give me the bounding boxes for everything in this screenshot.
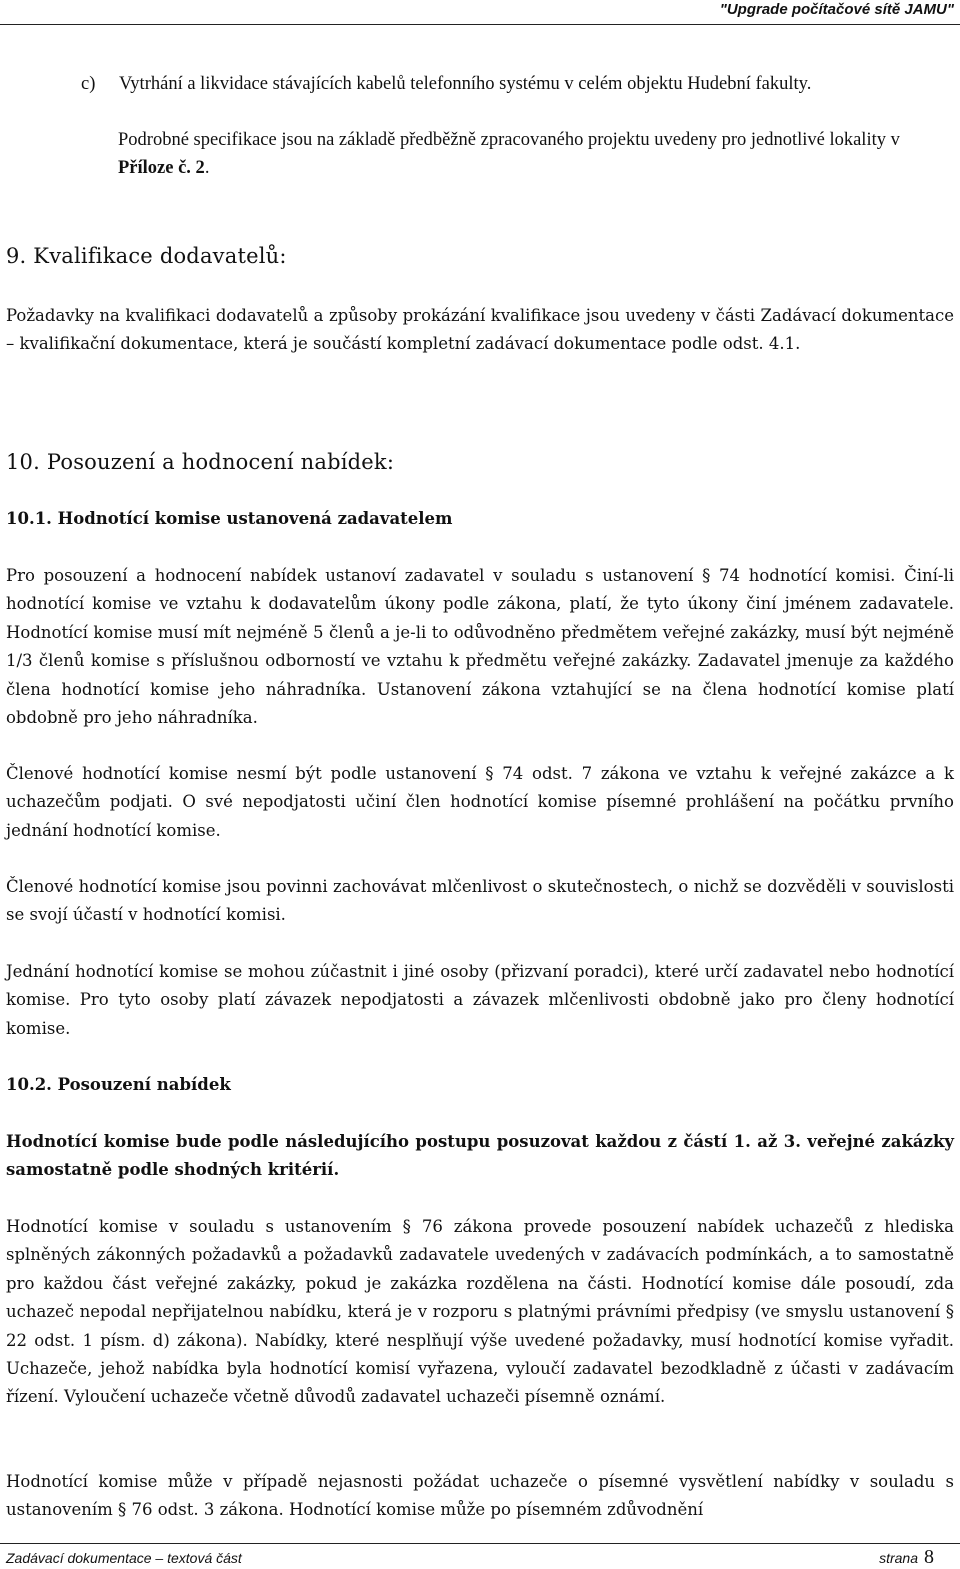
footer-page-number: 8 [924,1546,934,1568]
footer-page-indicator [879,1546,934,1569]
footer-rule [0,1543,960,1544]
spec-text: Podrobné specifikace jsou na základě předběžně zpracovaného projektu uvedeny pro jednotlivé lokality v [118,130,900,150]
footer-document-label: Zadávací dokumentace – textová část [6,1550,242,1566]
section-9-paragraph: Požadavky na kvalifikaci dodavatelů a způsoby prokázání kvalifikace jsou uvedeny v části Zadávací dokumentace – kvalifikační dokumentace, která je součástí kompletní zadávací dokumentace podle odst. 4.1. [6,306,954,354]
spec-appendix-ref: Příloze č. 2 [118,158,205,178]
subsection-10-2-heading: 10.2. Posouzení nabídek [6,1075,231,1094]
section-9-heading: 9. Kvalifikace dodavatelů: [6,244,287,268]
list-item-c [81,70,954,98]
subsection-10-2-bold-statement: Hodnotící komise bude podle následujícího postupu posuzovat každou z částí 1. až 3. veřejné zakázky samostatně podle shodných kritérií. [6,1132,954,1180]
subsection-10-2-paragraph-1: Hodnotící komise v souladu s ustanovením § 76 zákona provede posouzení nabídek uchazečů z hlediska splněných zákonných požadavků a požadavků zadavatele uvedených v zadávacích podmínkách, a to samostatně pro každou část veřejné zakázky, pokud je zakázka rozdělena na části. Hodnotící komise dále posoudí, zda uchazeč nepodal nepřijatelnou nabídku, která je v rozporu s platnými právními předpisy (ve smyslu ustanovení § 22 odst. 1 písm. d) zákona). Nabídky, které nesplňují výše uvedené požadavky, musí hodnotící komise vyřadit. Uchazeče, jehož nabídka byla hodnotící komisí vyřazena, vyloučí zadavatel bezodkladně z účasti v zadávacím řízení. Vyloučení uchazeče včetně důvodů zadavatel uchazeči písemně oznámí. [6,1217,954,1407]
subsection-10-1-paragraph-2: Členové hodnotící komise nesmí být podle ustanovení § 74 odst. 7 zákona ve vztahu k veřejné zakázce a k uchazečům podjati. O své nepodjatosti učiní člen hodnotící komise písemné prohlášení na počátku prvního jednání hodnotící komise. [6,764,954,840]
spec-text-end: . [204,158,210,178]
list-marker: c) [81,74,96,94]
header-rule [0,24,960,25]
subsection-10-2-paragraph-2: Hodnotící komise může v případě nejasnosti požádat uchazeče o písemné vysvětlení nabídky v souladu s ustanovením § 76 odst. 3 zákona. Hodnotící komise může po písemném zdůvodnění [6,1472,954,1520]
footer-page-label: strana [879,1550,918,1566]
subsection-10-1-heading: 10.1. Hodnotící komise ustanovená zadavatelem [6,509,453,528]
specification-note [118,126,954,182]
subsection-10-1-paragraph-4: Jednání hodnotící komise se mohou zúčastnit i jiné osoby (přizvaní poradci), které určí zadavatel nebo hodnotící komise. Pro tyto osoby platí závazek nepodjatosti a závazek mlčenlivosti obdobně jako pro členy hodnotící komise. [6,962,954,1038]
section-10-heading: 10. Posouzení a hodnocení nabídek: [6,450,395,474]
subsection-10-1-paragraph-1: Pro posouzení a hodnocení nabídek ustanoví zadavatel v souladu s ustanovení § 74 hodnotící komisi. Činí-li hodnotící komise ve vztahu k dodavatelům úkony podle zákona, platí, že tyto úkony činí jménem zadavatele. Hodnotící komise musí mít nejméně 5 členů a je-li to odůvodněno předmětem veřejné zakázky, musí být nejméně 1/3 členů komise s příslušnou odborností ve vztahu k předmětu veřejné zakázky. Zadavatel jmenuje za každého člena hodnotící komise jeho náhradníka. Ustanovení zákona vztahující se na člena hodnotící komise platí obdobně pro jeho náhradníka. [6,566,954,728]
header-title: "Upgrade počítačové sítě JAMU" [719,1,954,18]
subsection-10-1-paragraph-3: Členové hodnotící komise jsou povinni zachovávat mlčenlivost o skutečnostech, o nichž se dozvěděli v souvislosti se svojí účastí v hodnotící komisi. [6,877,954,925]
list-item-text: Vytrhání a likvidace stávajících kabelů telefonního systému v celém objektu Hudební fakulty. [119,74,812,94]
